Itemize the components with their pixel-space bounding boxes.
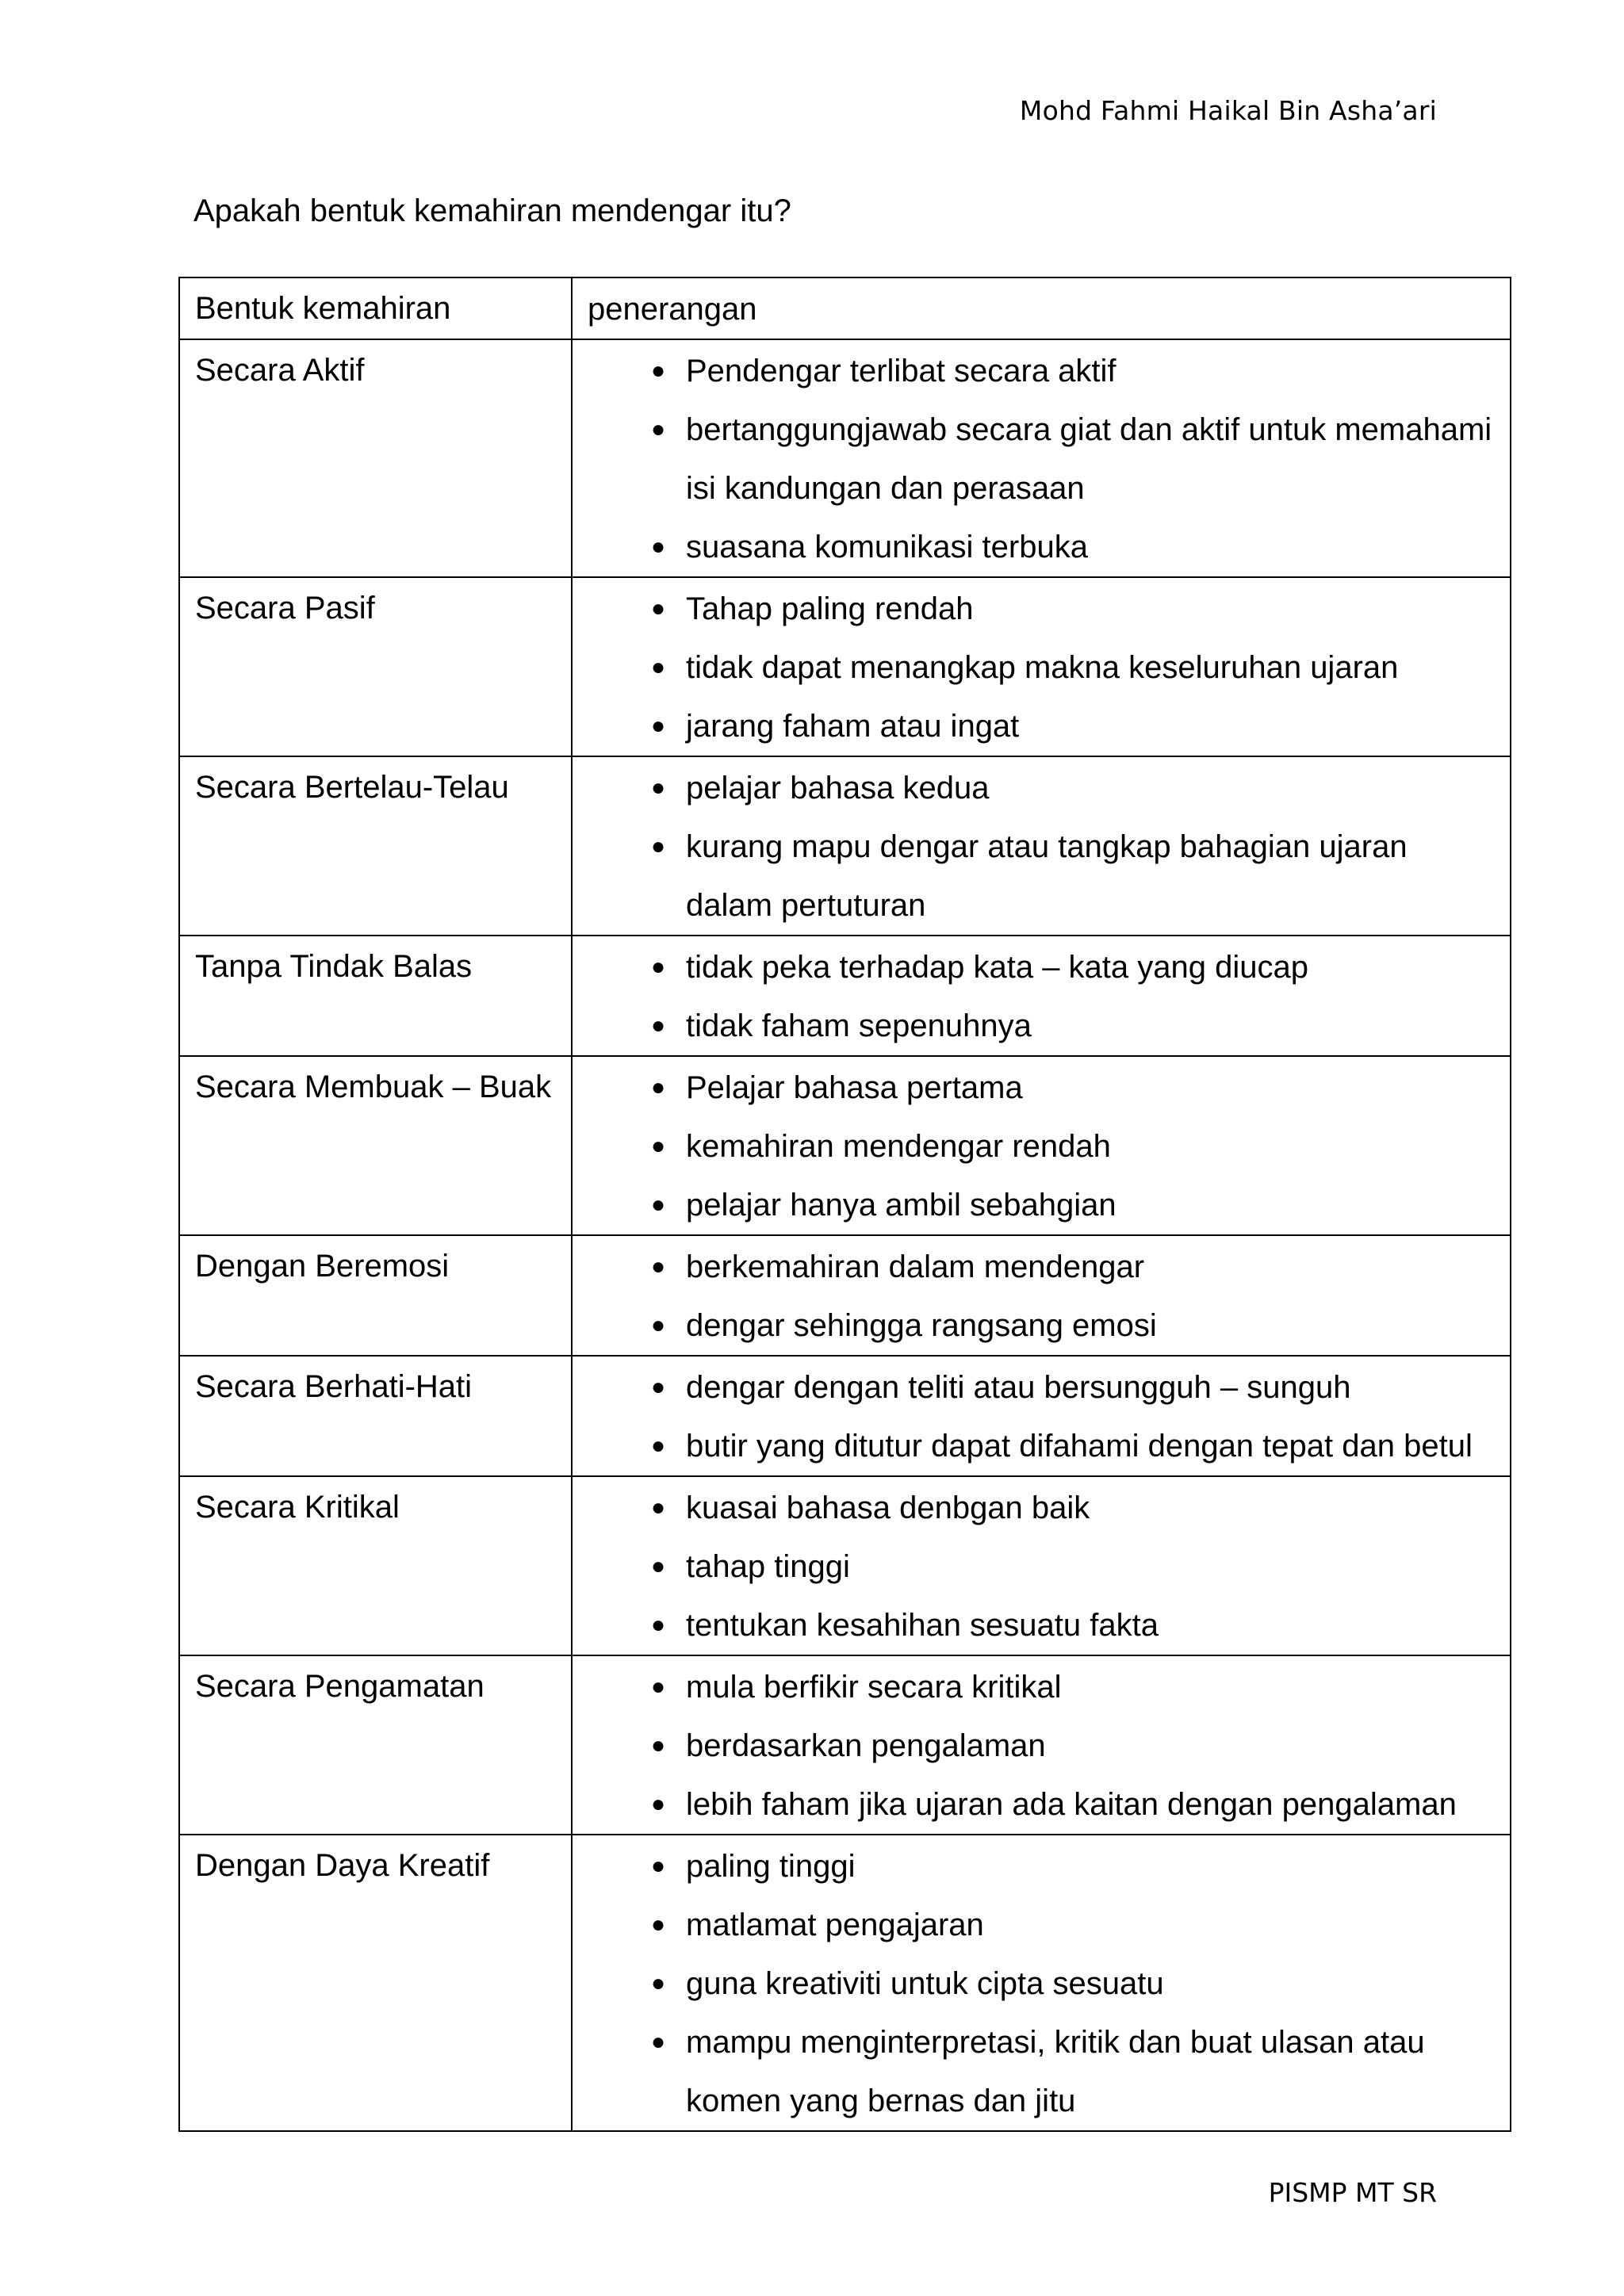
skill-description-cell [572, 1835, 1511, 2131]
list-item [588, 400, 1494, 518]
bullet-icon: ● [651, 2029, 666, 2055]
list-item [588, 997, 1494, 1055]
list-item [588, 1596, 1494, 1655]
bullet-icon: ● [651, 775, 666, 801]
description-bullet-list [588, 342, 1494, 576]
description-bullet-list [588, 938, 1494, 1055]
description-bullet-list [588, 1238, 1494, 1355]
bullet-icon: ● [651, 358, 666, 384]
table-row [179, 936, 1511, 1056]
bullet-icon: ● [651, 416, 666, 442]
bullet-icon: ● [651, 1674, 666, 1700]
list-item [588, 580, 1494, 638]
bullet-icon: ● [651, 1732, 666, 1758]
list-item [588, 1417, 1494, 1475]
bullet-text: berdasarkan pengalaman [686, 1728, 1046, 1763]
description-bullet-list [588, 1658, 1494, 1834]
skill-description-cell [572, 1655, 1511, 1835]
bullet-text: kemahiran mendengar rendah [686, 1129, 1111, 1164]
bullet-text: jarang faham atau ingat [686, 709, 1020, 744]
list-item [588, 1176, 1494, 1234]
bullet-text: mula berfikir secara kritikal [686, 1670, 1062, 1705]
bullet-text: guna kreativiti untuk cipta sesuatu [686, 1966, 1164, 2001]
bullet-text: kurang mapu dengar atau tangkap bahagian ujaran dalam pertuturan [686, 829, 1408, 923]
list-item [588, 638, 1494, 697]
bullet-text: kuasai bahasa denbgan baik [686, 1490, 1090, 1525]
bullet-text: pelajar hanya ambil sebahgian [686, 1188, 1116, 1223]
bullet-icon: ● [651, 595, 666, 622]
skill-description-cell [572, 577, 1511, 756]
skill-form-cell [179, 1655, 572, 1835]
list-item [588, 1716, 1494, 1775]
skill-form-label: Secara Berhati-Hati [195, 1369, 473, 1404]
list-item [588, 1296, 1494, 1355]
listening-skills-table [178, 277, 1511, 2132]
skill-description-cell [572, 1235, 1511, 1356]
list-item [588, 1117, 1494, 1176]
skill-description-cell [572, 756, 1511, 936]
skill-form-label: Secara Membuak – Buak [195, 1070, 552, 1104]
table-row [179, 1655, 1511, 1835]
description-bullet-list [588, 1837, 1494, 2130]
skill-form-label: Secara Pengamatan [195, 1669, 485, 1704]
bullet-icon: ● [651, 1074, 666, 1100]
list-item [588, 1954, 1494, 2013]
list-item [588, 817, 1494, 935]
list-item [588, 1775, 1494, 1834]
description-bullet-list [588, 1058, 1494, 1234]
list-item [588, 1479, 1494, 1537]
bullet-icon: ● [651, 954, 666, 980]
bullet-text: paling tinggi [686, 1849, 856, 1884]
page-question: Apakah bentuk kemahiran mendengar itu? [193, 193, 791, 228]
bullet-icon: ● [651, 534, 666, 560]
skill-description-cell [572, 339, 1511, 577]
list-item [588, 1358, 1494, 1417]
bullet-text: tentukan kesahihan sesuatu fakta [686, 1608, 1159, 1643]
bullet-text: Tahap paling rendah [686, 591, 974, 626]
bullet-text: pelajar bahasa kedua [686, 771, 990, 806]
bullet-text: tidak dapat menangkap makna keseluruhan ujaran [686, 650, 1399, 685]
bullet-icon: ● [651, 1970, 666, 1996]
skill-form-label: Secara Bertelau-Telau [195, 770, 509, 805]
skill-form-label: Dengan Daya Kreatif [195, 1848, 490, 1883]
bullet-text: tidak peka terhadap kata – kata yang diucap [686, 950, 1308, 985]
bullet-icon: ● [651, 1312, 666, 1338]
table-row [179, 1056, 1511, 1235]
list-item [588, 1658, 1494, 1716]
bullet-icon: ● [651, 1791, 666, 1817]
table-row [179, 339, 1511, 577]
table-row [179, 1356, 1511, 1476]
table-row [179, 1835, 1511, 2131]
skill-description-cell [572, 1056, 1511, 1235]
list-item [588, 518, 1494, 576]
bullet-text: suasana komunikasi terbuka [686, 530, 1088, 564]
bullet-text: mampu menginterpretasi, kritik dan buat ulasan atau komen yang bernas dan jitu [686, 2025, 1425, 2118]
table-row [179, 1235, 1511, 1356]
bullet-icon: ● [651, 1253, 666, 1280]
table-row [179, 756, 1511, 936]
bullet-text: matlamat pengajaran [686, 1908, 984, 1942]
skill-form-cell [179, 756, 572, 936]
bullet-text: tidak faham sepenuhnya [686, 1008, 1032, 1043]
bullet-icon: ● [651, 713, 666, 739]
table-row [179, 1476, 1511, 1655]
table-header-row [179, 277, 1511, 339]
skill-form-label: Tanpa Tindak Balas [195, 949, 473, 984]
bullet-icon: ● [651, 1853, 666, 1879]
skill-description-cell [572, 1356, 1511, 1476]
bullet-icon: ● [651, 1612, 666, 1638]
bullet-icon: ● [651, 833, 666, 859]
skill-form-cell [179, 936, 572, 1056]
skill-form-cell [179, 1356, 572, 1476]
skill-form-cell [179, 1235, 572, 1356]
bullet-text: dengar sehingga rangsang emosi [686, 1308, 1157, 1343]
column-header-form: Bentuk kemahiran [179, 277, 572, 339]
bullet-icon: ● [651, 1494, 666, 1521]
skill-form-cell [179, 1056, 572, 1235]
bullet-text: bertanggungjawab secara giat dan aktif untuk memahami isi kandungan dan perasaan [686, 412, 1492, 506]
skill-form-label: Secara Aktif [195, 353, 365, 388]
bullet-text: tahap tinggi [686, 1549, 850, 1584]
skill-description-cell [572, 1476, 1511, 1655]
bullet-text: butir yang ditutur dapat difahami dengan tepat dan betul [686, 1429, 1473, 1464]
skill-form-cell [179, 339, 572, 577]
bullet-text: dengar dengan teliti atau bersungguh – sunguh [686, 1370, 1351, 1405]
bullet-text: Pelajar bahasa pertama [686, 1070, 1023, 1105]
list-item [588, 2013, 1494, 2130]
description-bullet-list [588, 580, 1494, 756]
skill-description-cell [572, 936, 1511, 1056]
list-item [588, 1238, 1494, 1296]
bullet-text: berkemahiran dalam mendengar [686, 1249, 1145, 1284]
bullet-icon: ● [651, 1133, 666, 1159]
description-bullet-list [588, 759, 1494, 935]
bullet-text: lebih faham jika ujaran ada kaitan dengan pengalaman [686, 1787, 1457, 1822]
table-row [179, 577, 1511, 756]
header-author-name: Mohd Fahmi Haikal Bin Asha’ari [1019, 95, 1437, 126]
list-item [588, 697, 1494, 756]
list-item [588, 1058, 1494, 1117]
bullet-icon: ● [651, 654, 666, 680]
list-item [588, 1537, 1494, 1596]
footer-course-code: PISMP MT SR [1268, 2177, 1437, 2208]
skill-form-cell [179, 1835, 572, 2131]
bullet-icon: ● [651, 1374, 666, 1400]
table-body [179, 277, 1511, 2131]
list-item [588, 342, 1494, 400]
skill-form-label: Secara Kritikal [195, 1490, 400, 1525]
skill-form-cell [179, 1476, 572, 1655]
bullet-icon: ● [651, 1192, 666, 1218]
description-bullet-list [588, 1479, 1494, 1655]
bullet-icon: ● [651, 1012, 666, 1039]
bullet-icon: ● [651, 1433, 666, 1459]
bullet-text: Pendengar terlibat secara aktif [686, 354, 1116, 388]
list-item [588, 759, 1494, 817]
list-item [588, 1837, 1494, 1896]
skill-form-label: Secara Pasif [195, 591, 375, 626]
bullet-icon: ● [651, 1911, 666, 1938]
skill-form-cell [179, 577, 572, 756]
list-item [588, 1896, 1494, 1954]
skill-form-label: Dengan Beremosi [195, 1249, 450, 1284]
column-header-description: penerangan [572, 277, 1511, 339]
list-item [588, 938, 1494, 997]
description-bullet-list [588, 1358, 1494, 1475]
bullet-icon: ● [651, 1553, 666, 1579]
